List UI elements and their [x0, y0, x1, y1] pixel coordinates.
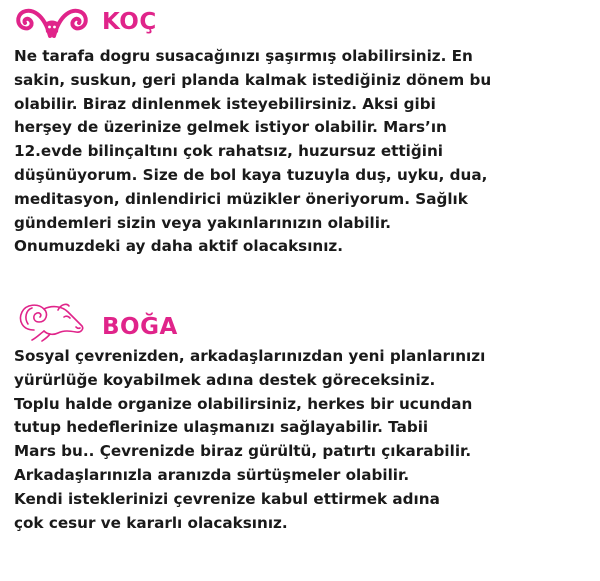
aries-icon — [14, 6, 92, 42]
text-line: olabilir. Biraz dinlenmek isteyebilirsiniz. Aksi gibi — [14, 94, 436, 113]
sign-title-koc: KOÇ — [102, 9, 157, 35]
text-line: Arkadaşlarınızla aranızda sürtüşmeler olabilir. — [14, 465, 410, 484]
text-line: yürürlüğe koyabilmek adına destek göreceksiniz. — [14, 370, 436, 389]
text-line: çok cesur ve kararlı olacaksınız. — [14, 513, 288, 532]
sign-header-koc — [14, 6, 314, 46]
taurus-icon — [14, 300, 94, 342]
sign-text-boga — [14, 345, 594, 535]
text-line: 12.evde bilinçaltını çok rahatsız, huzursuz ettiğini — [14, 142, 443, 161]
text-line: düşünüyorum. Size de bol kaya tuzuyla duş, uyku, dua, — [14, 165, 488, 184]
text-line: Ne tarafa dogru susacağınızı şaşırmış olabilirsiniz. En — [14, 47, 473, 65]
text-line: Mars bu.. Çevrenizde biraz gürültü, patırtı çıkarabilir. — [14, 442, 472, 461]
text-line: Sosyal çevrenizden, arkadaşlarınızdan yeni planlarınızı — [14, 347, 486, 365]
text-line: Toplu halde organize olabilirsiniz, herkes bir ucundan — [14, 394, 473, 413]
text-line: herşey de üzerinize gelmek istiyor olabilir. Mars’ın — [14, 118, 447, 137]
text-line: meditasyon, dinlendirici müzikler öneriyorum. Sağlık — [14, 189, 468, 208]
text-line: tutup hedeflerinize ulaşmanızı sağlayabilir. Tabii — [14, 418, 429, 437]
sign-title-boga: BOĞA — [102, 314, 178, 340]
text-line: sakin, suskun, geri planda kalmak istediğiniz dönem bu — [14, 70, 492, 89]
text-line: Onumuzdeki ay daha aktif olacaksınız. — [14, 237, 344, 256]
text-line: Kendi isteklerinizi çevrenize kabul ettirmek adına — [14, 489, 440, 508]
text-line: gündemleri sizin veya yakınlarınızın olabilir. — [14, 213, 392, 232]
sign-header-boga — [14, 300, 314, 340]
sign-text-koc — [14, 45, 594, 259]
